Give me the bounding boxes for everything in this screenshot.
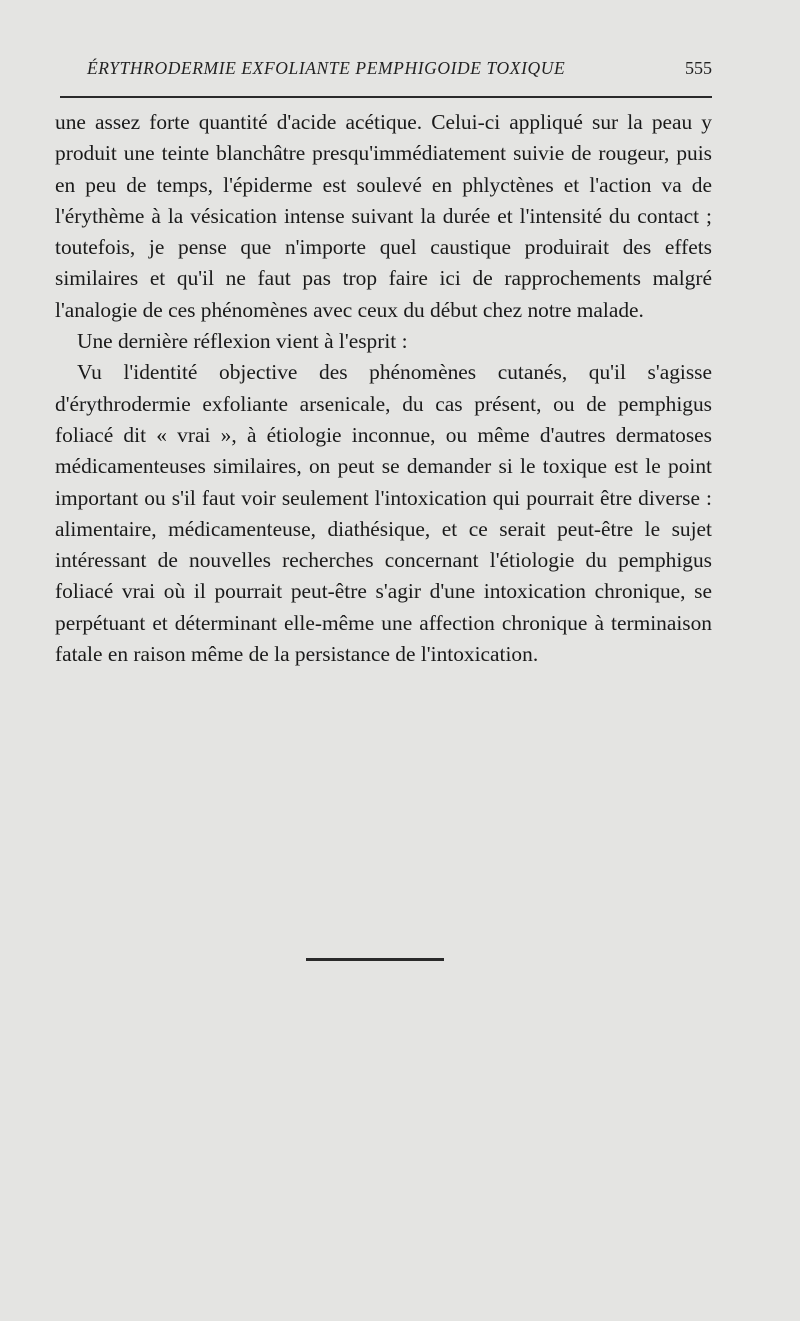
end-rule [306,958,444,961]
page-number: 555 [685,58,712,78]
paragraph-3: Vu l'identité objective des phénomènes cutanés, qu'il s'agisse d'érythrodermie exfoliante arsenicale, du cas présent, ou de pemphigus foliacé dit « vrai », à étiologie inconnue, ou même d'autres dermatoses médicamenteuses similaires, on peut se demander si le toxique est le point important ou s'il faut voir seulement l'intoxication qui pourrait être diverse : alimentaire, médicamenteuse, diathésique, et ce serait peut-être le sujet intéressant de nouvelles recherches concernant l'étiologie du pemphigus foliacé vrai où il pourrait peut-être s'agir d'une intoxication chronique, se perpétuant et déterminant elle-même une affection chronique à terminaison fatale en raison même de la persistance de l'intoxication. [55,360,712,667]
paragraph-2: Une dernière réflexion vient à l'esprit : [77,329,408,354]
paragraph-1: une assez forte quantité d'acide acétique. Celui-ci appliqué sur la peau y produit une teinte blanchâtre presqu'immédiatement suivie de rougeur, puis en peu de temps, l'épiderme est soulevé en phlyctènes et l'action va de l'érythème à la vésication intense suivant la durée et l'intensité du contact ; toutefois, je pense que n'importe quel caustique produirait des effets similaires et qu'il ne faut pas trop faire ici de rapprochements malgré l'analogie de ces phénomènes avec ceux du début chez notre malade. [55,110,712,322]
header-rule [60,96,712,98]
running-title: ÉRYTHRODERMIE EXFOLIANTE PEMPHIGOIDE TOXIQUE [87,58,566,78]
body-text [55,107,712,670]
page-header [60,58,712,88]
